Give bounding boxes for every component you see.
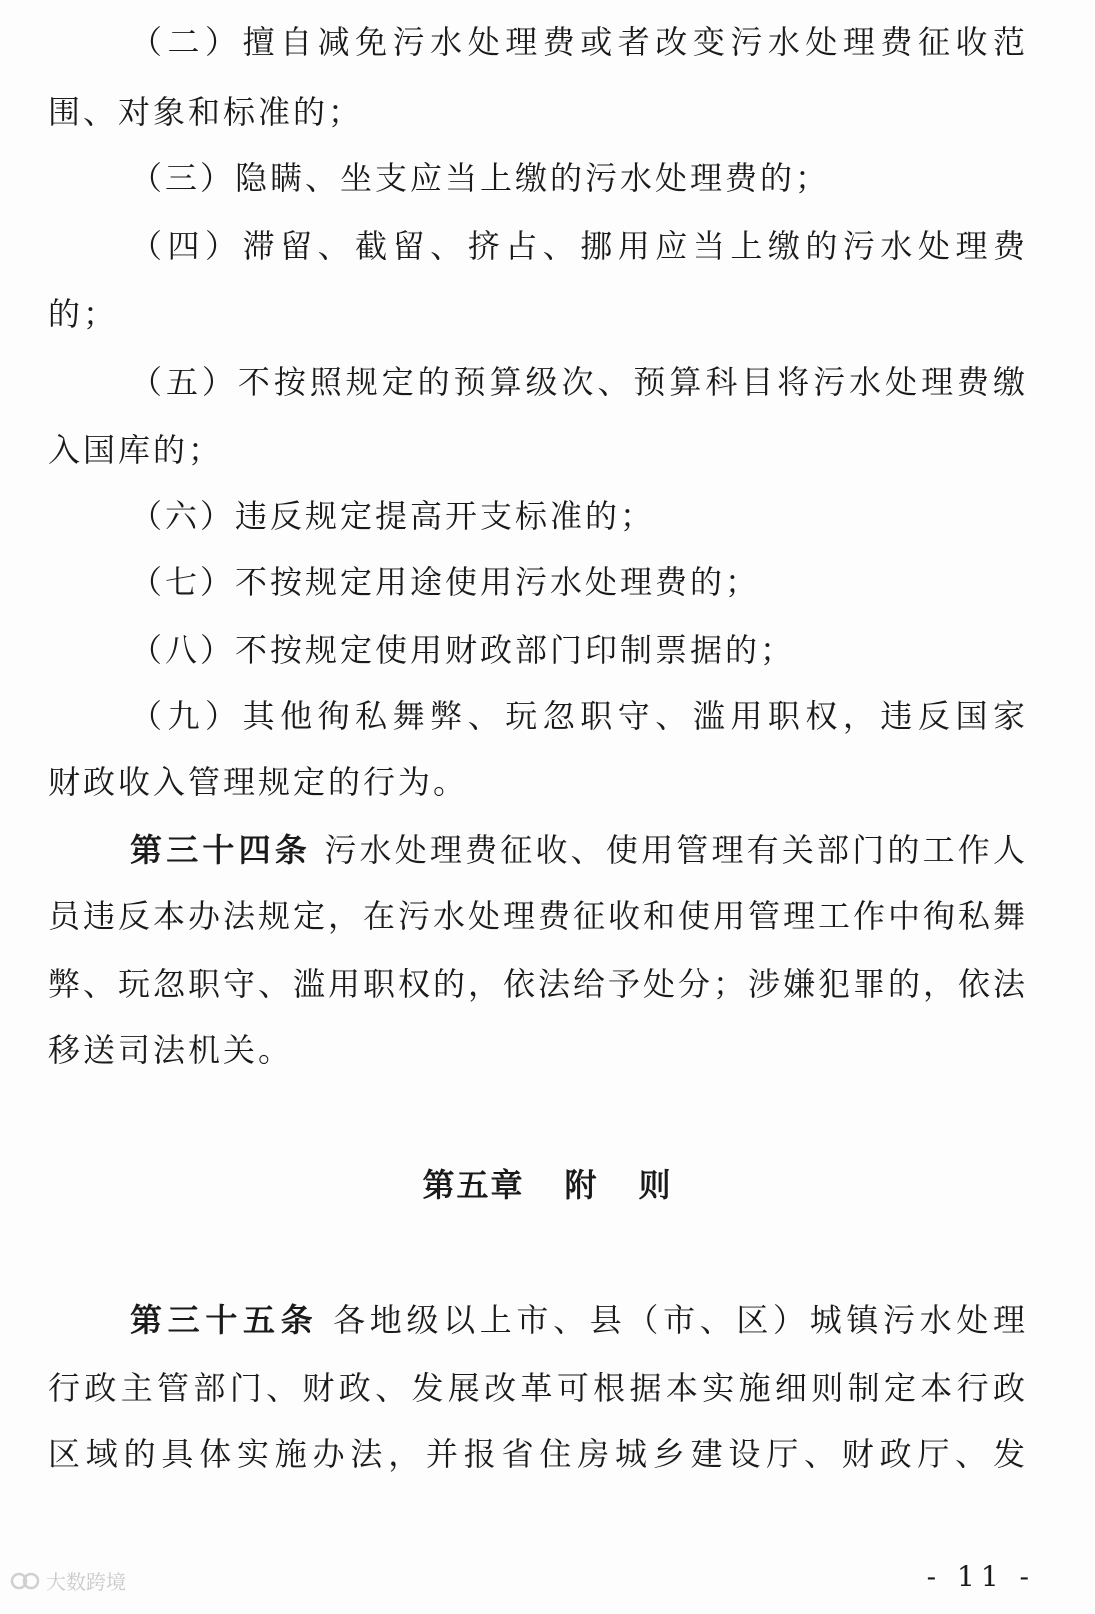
text-line: （七）不按规定用途使用污水处理费的； <box>130 563 761 601</box>
article-34-title: 第三十四条 <box>130 831 311 869</box>
text-line: （九）其他徇私舞弊、玩忽职守、滥用职权，违反国家 <box>130 697 1028 735</box>
text-line: （八）不按规定使用财政部门印制票据的； <box>130 631 796 669</box>
article-35-title: 第三十五条 <box>130 1301 319 1339</box>
text-line: 围、对象和标准的； <box>48 93 364 131</box>
watermark <box>10 1566 126 1595</box>
text-line: （四）滞留、截留、挤占、挪用应当上缴的污水处理费 <box>130 227 1028 265</box>
text-line: 的； <box>48 295 119 333</box>
text-line: （五）不按照规定的预算级次、预算科目将污水处理费缴 <box>130 363 1028 401</box>
page-number: - 11 - <box>926 1560 1035 1593</box>
chapter-number: 第五章 <box>422 1166 525 1204</box>
text-line: 区域的具体实施办法，并报省住房城乡建设厅、财政厅、发 <box>48 1435 1028 1473</box>
text-segment: 污水处理费征收、使用管理有关部门的工作人 <box>324 831 1028 869</box>
logo-icon <box>10 1568 40 1594</box>
chapter-title-char: 附 <box>564 1166 599 1204</box>
text-line: 员违反本办法规定，在污水处理费征收和使用管理工作中徇私舞 <box>48 897 1029 935</box>
text-line: （六）违反规定提高开支标准的； <box>130 497 656 535</box>
chapter-heading <box>0 1165 1095 1205</box>
text-line: 行政主管部门、财政、发展改革可根据本实施细则制定本行政 <box>48 1369 1028 1407</box>
text-segment: 各地级以上市、县（市、区）城镇污水处理 <box>333 1301 1028 1339</box>
chapter-title-char: 则 <box>638 1166 673 1204</box>
watermark-text: 大数跨境 <box>46 1570 126 1594</box>
text-line: 财政收入管理规定的行为。 <box>48 763 469 801</box>
text-line: （二）擅自减免污水处理费或者改变污水处理费征收范 <box>130 23 1028 61</box>
text-line: 移送司法机关。 <box>48 1031 294 1069</box>
text-line: （三）隐瞒、坐支应当上缴的污水处理费的； <box>130 159 831 197</box>
article-35-line <box>130 1300 1028 1340</box>
text-line: 弊、玩忽职守、滥用职权的，依法给予处分；涉嫌犯罪的，依法 <box>48 965 1029 1003</box>
text-line: 入国库的； <box>48 431 224 469</box>
article-34-line <box>130 830 1028 870</box>
